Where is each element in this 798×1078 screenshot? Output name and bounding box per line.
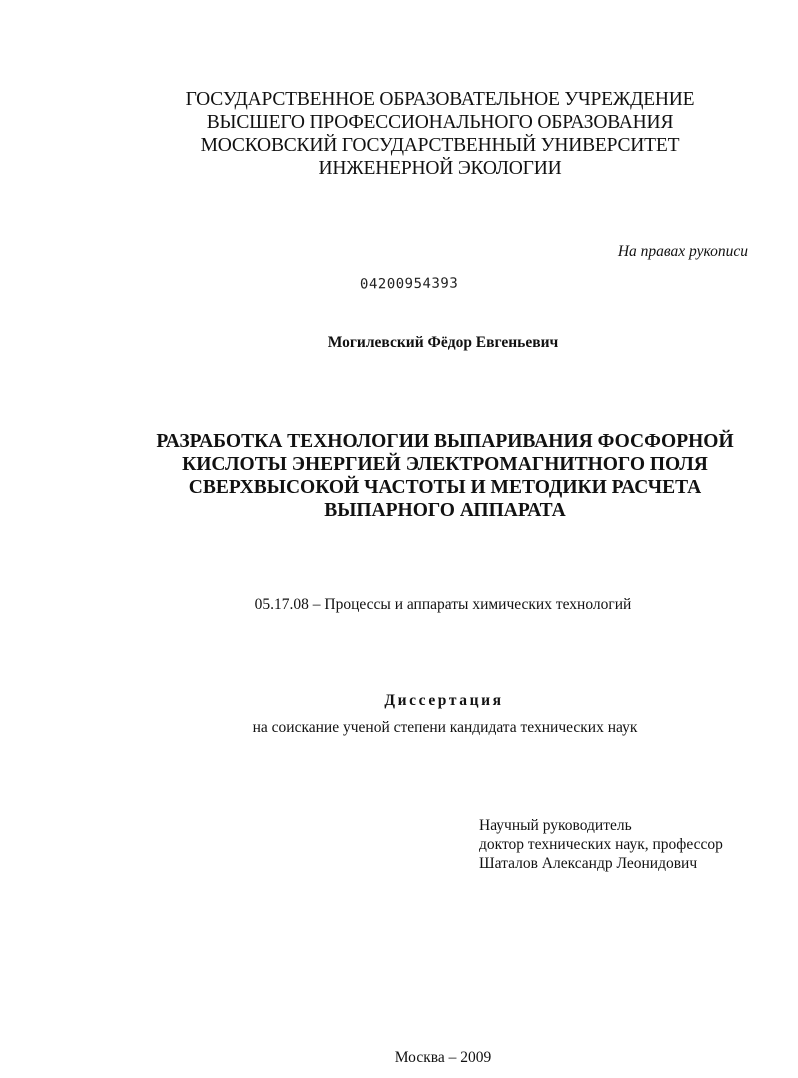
title-line: СВЕРХВЫСОКОЙ ЧАСТОТЫ И МЕТОДИКИ РАСЧЕТА — [188, 477, 702, 498]
author-name: Могилевский Фёдор Евгеньевич — [327, 334, 559, 351]
supervisor-line: доктор технических наук, профессор — [479, 836, 723, 853]
institution-line: МОСКОВСКИЙ ГОСУДАРСТВЕННЫЙ УНИВЕРСИТЕТ — [200, 135, 680, 156]
title-line: ВЫПАРНОГО АППАРАТА — [324, 500, 566, 521]
supervisor-block — [479, 816, 723, 873]
dissertation-label: Диссертация — [384, 692, 504, 709]
degree-subtitle: на соискание ученой степени кандидата технических наук — [252, 719, 638, 736]
specialty-code: 05.17.08 – Процессы и аппараты химических технологий — [254, 596, 632, 613]
institution-line: ИНЖЕНЕРНОЙ ЭКОЛОГИИ — [318, 158, 562, 179]
supervisor-line: Научный руководитель — [479, 817, 632, 834]
title-line: РАЗРАБОТКА ТЕХНОЛОГИИ ВЫПАРИВАНИЯ ФОСФОРНОЙ — [156, 431, 734, 452]
institution-line: ВЫСШЕГО ПРОФЕССИОНАЛЬНОГО ОБРАЗОВАНИЯ — [206, 112, 674, 133]
city-year: Москва – 2009 — [394, 1049, 492, 1066]
library-stamp-number: 04200954393 — [359, 275, 459, 293]
institution-line: ГОСУДАРСТВЕННОЕ ОБРАЗОВАТЕЛЬНОЕ УЧРЕЖДЕНИЕ — [185, 89, 695, 110]
title-line: КИСЛОТЫ ЭНЕРГИЕЙ ЭЛЕКТРОМАГНИТНОГО ПОЛЯ — [182, 454, 708, 475]
dissertation-title — [140, 430, 750, 522]
institution-name — [150, 88, 730, 180]
manuscript-note: На правах рукописи — [617, 243, 748, 260]
supervisor-line: Шаталов Александр Леонидович — [479, 855, 698, 872]
